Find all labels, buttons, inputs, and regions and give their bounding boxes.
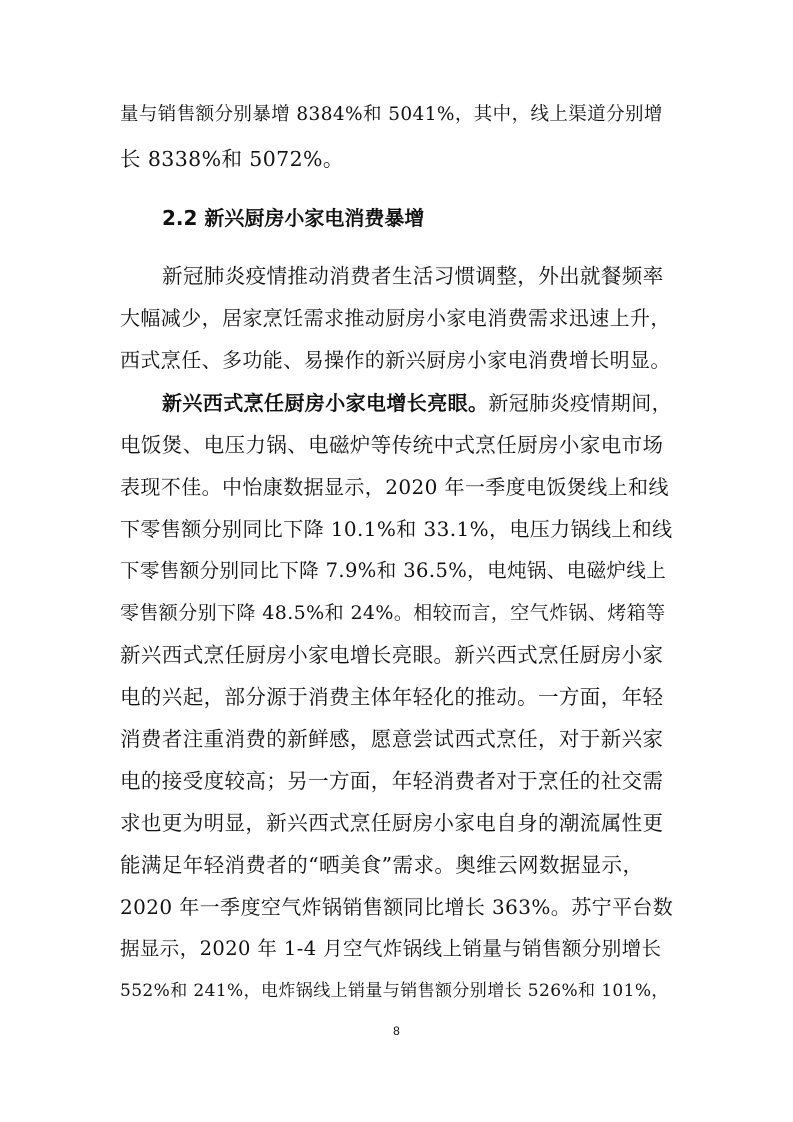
text-line: 电饭煲、电压力锅、电磁炉等传统中式烹任厨房小家电市场: [120, 433, 664, 457]
text-line: 电的兴起，部分源于消费主体年轻化的推动。一方面，年轻: [120, 685, 664, 709]
text-line: 能满足年轻消费者的“晒美食”需求。奥维云网数据显示，: [120, 853, 644, 877]
text-line: 2020 年一季度空气炸锅销售额同比增长 363%。苏宁平台数: [120, 895, 674, 919]
text-line: 表现不佳。中怡康数据显示，2020 年一季度电饭煲线上和线: [120, 475, 669, 499]
text-line: 长 8338%和 5072%。: [120, 147, 344, 171]
text-line: [162, 389, 672, 417]
text-line: 据显示，2020 年 1-4 月空气炸锅线上销量与销售额分别增长: [120, 937, 662, 960]
text-line: 下零售额分别同比下降 10.1%和 33.1%，电压力锅线上和线: [120, 517, 673, 541]
text-line: 西式烹任、多功能、易操作的新兴厨房小家电消费增长明显。: [120, 348, 671, 372]
text-line: 电的接受度较高；另一方面，年轻消费者对于烹任的社交需: [120, 769, 664, 793]
text-line: 大幅减少，居家烹饪需求推动厨房小家电消费需求迅速上升，: [120, 306, 671, 330]
text-line: 求也更为明显，新兴西式烹任厨房小家电自身的潮流属性更: [120, 811, 664, 835]
page-number: 8: [393, 1024, 400, 1038]
text-line: 下零售额分别同比下降 7.9%和 36.5%，电炖锅、电磁炉线上: [120, 559, 667, 582]
text-span: 新冠肺炎疫情期间，: [488, 391, 673, 415]
text-line: 量与销售额分别暴增 8384%和 5041%，其中，线上渠道分别增: [120, 104, 663, 125]
text-line: 消费者注重消费的新鲜感，愿意尝试西式烹任，对于新兴家: [120, 727, 664, 751]
text-line: 新兴西式烹任厨房小家电增长亮眼。新兴西式烹任厨房小家: [120, 643, 664, 667]
text-line: 新冠肺炎疫情推动消费者生活习惯调整，外出就餐频率: [162, 264, 664, 288]
section-heading: 2.2 新兴厨房小家电消费暴增: [162, 206, 425, 230]
lead-sentence: 新兴西式烹任厨房小家电增长亮眼。: [162, 391, 489, 415]
text-line: 552%和 241%，电炸锅线上销量与销售额分别增长 526%和 101%，: [120, 981, 669, 1001]
text-line: 零售额分别下降 48.5%和 24%。相较而言，空气炸锅、烤箱等: [120, 602, 666, 624]
